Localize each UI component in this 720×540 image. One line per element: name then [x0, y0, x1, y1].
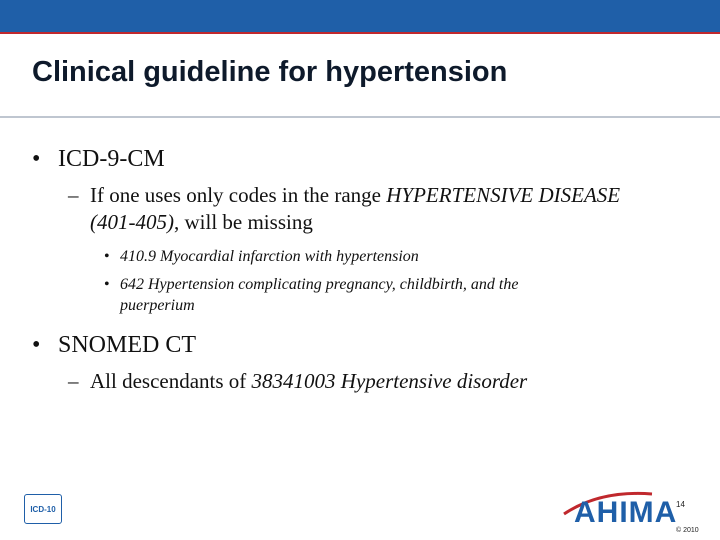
dash-marker: –: [68, 369, 79, 393]
icd10-badge: ICD-10: [24, 494, 62, 524]
bullet-icd-label: ICD-9-CM: [58, 146, 165, 172]
dash-marker: –: [68, 183, 79, 207]
icd-item-1-text: 410.9 Myocardial infarction with hypertension: [120, 248, 419, 265]
icd-item-1: [104, 246, 664, 267]
bullet-dot: •: [104, 276, 110, 293]
sub-bullet-snomed: [68, 368, 698, 395]
icd-item-2-cont: puerperium: [120, 297, 195, 314]
sub-bullet-icd: [68, 182, 698, 236]
bullet-snomed-label: SNOMED CT: [58, 332, 197, 358]
icd-sub-tail: , will be missing: [173, 210, 313, 234]
icd-sub-italic1: HYPERTENSIVE DISEASE: [386, 183, 621, 207]
ahima-logo: [560, 484, 710, 528]
icd-item-2-text: 642 Hypertension complicating pregnancy, childbirth, and the: [120, 276, 519, 293]
copyright: © 2010: [676, 527, 699, 534]
bullet-icd: [32, 146, 165, 173]
bullet-snomed: [32, 332, 196, 359]
logo-text: AHIMA: [574, 496, 678, 528]
snomed-sub-italic: 38341003 Hypertensive disorder: [251, 369, 528, 393]
snomed-sub-text: All descendants of: [90, 369, 252, 393]
slide-title: Clinical guideline for hypertension: [32, 56, 508, 88]
page-number: 14: [676, 500, 685, 509]
icd-item-2: [104, 274, 664, 316]
top-accent-line: [0, 32, 720, 34]
bullet-dot: •: [32, 146, 41, 172]
bullet-dot: •: [104, 248, 110, 265]
bullet-dot: •: [32, 332, 41, 358]
title-divider: [0, 116, 720, 118]
icd-sub-text: If one uses only codes in the range: [90, 183, 387, 207]
top-bar: [0, 0, 720, 32]
icd-sub-italic2: (401-405): [90, 210, 174, 234]
